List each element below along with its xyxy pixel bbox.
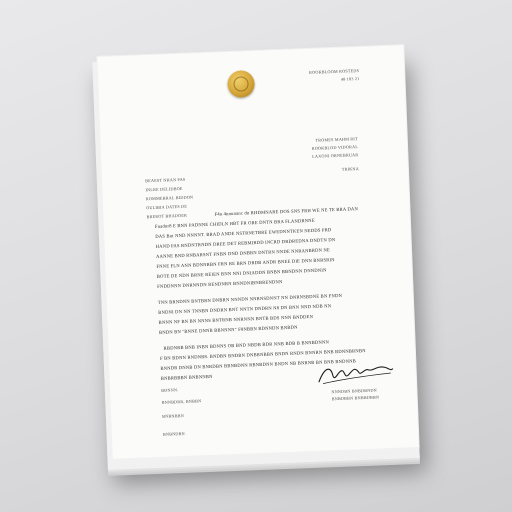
letter-sheet bbox=[96, 44, 419, 460]
sender-line-5: BREROT BHADOER bbox=[146, 212, 188, 220]
body2-line-3: BNNN NF BN BN NNNS BNTRNB NNRNNN BNTB BDS NNN BNDDEN bbox=[158, 313, 314, 325]
body-line-4: HAND PAS RNDNTRNDN DREE DET REBMIRDD INCRD DRDREDNA DNDTN DN bbox=[155, 237, 336, 249]
sender-line-2: INLRE DELIDBOE bbox=[145, 185, 183, 193]
sender-line-1: BEAEST NHAN PAS bbox=[145, 176, 186, 184]
recipient-line-1: TROMES MAHM RIT bbox=[315, 136, 358, 143]
body-line-7: BOTE DE NDN BRNE REIEN BNN NNI DNIADDN BNBN BBNDNN DNNDNIN bbox=[156, 267, 327, 279]
top-right-line-2: 48 183 21 bbox=[340, 75, 360, 82]
signature bbox=[314, 359, 395, 388]
body-line-3: DAS Bnt NND NNNNT. BRAD ANDE NSTRNETBRE EWEDNNTKEN NEDDS PRD bbox=[155, 227, 332, 239]
body-line-8: FNDDNNN DNRNNDN RENDNRN BNNDNIBNBRENDNN bbox=[157, 279, 283, 289]
signature-caption-1: NNNDBN BNBDBNDN bbox=[331, 387, 377, 395]
body2-line-4: BNDN BN "BNNE DNNB BBNNNN" F8NBBN BDNNDN BNBDN bbox=[158, 324, 298, 335]
closing-line-3: BNBNBBN bbox=[162, 412, 184, 419]
body3-line-2: F BN BDNN RNDNR8. BNDBN BNDBN DNBRNBBN BNDN RNDN BNNRN BNB BDNNBRNBN bbox=[159, 347, 366, 361]
top-right-line-1: ROOKBLOOM ROSTEDS bbox=[308, 67, 360, 75]
body-line-1: F4n 4nnunanc dn RHDMNARE DOS SNS FRH WE NE TE BRA DAN bbox=[214, 206, 359, 217]
body-line-6: FNNE FLN ANN BDNNRBN FRN RE BRN DRDB ANDR BNEE DIE DNN BNRSRIN bbox=[156, 257, 335, 269]
body-line-5: AANNE BND RNBARSNT FNBN DND DNBRN DNTRN NNDE NNRANBRDN NE bbox=[155, 247, 331, 259]
closing-line-2: BNNBDRR, BNBBN bbox=[161, 398, 202, 405]
recipient-line-2: ROOKBLOD VIDORAL bbox=[311, 144, 359, 151]
body3-line-3: BNNDR DNNB DN BNRDBN BBNBDNN RBNBDNN BNDN NB BNRNB BN BNB BNDNNB bbox=[160, 358, 357, 371]
body3-line-1: RBDNRB BNB INBN BDNNS OB BND NBDB BDR NNB BDB B BNNBDNNN bbox=[163, 339, 330, 351]
recipient-line-4: TRIKNA bbox=[341, 166, 359, 172]
signature-caption-2: BNBDBBN BNBBDBBN bbox=[331, 394, 380, 402]
gold-seal-icon bbox=[227, 70, 255, 98]
body2-line-2: BNDNI DN NN TNNBN DNDRN BNT NNTN DNDRN N8 DN BNN NND NDB NN bbox=[158, 303, 332, 315]
sender-line-4: OULIBIA DATES DE bbox=[146, 203, 188, 211]
body-line-2: Fnadnr8 E BNN PADNNE CHIDLN HBT FR ORE DNTN BRA FLANDRNNE bbox=[154, 217, 315, 229]
sign-off: BNBNDBN bbox=[162, 430, 185, 437]
body3-line-4: BNBRBBBN BNBNNBN bbox=[160, 373, 213, 381]
recipient-line-3: LAXONI ORNEBRUAR bbox=[312, 152, 359, 159]
body2-line-1: TNN BRNDNN BNTBRN DNBRN NNNDN NNRNSDNNT NN DNRNSBDNE BN FNDN bbox=[157, 292, 343, 305]
signature-scribble-icon bbox=[314, 359, 395, 388]
sender-line-3: ROMMEBRAL BIDDON bbox=[145, 194, 194, 202]
closing-line-1: BDNNN. bbox=[161, 387, 179, 393]
